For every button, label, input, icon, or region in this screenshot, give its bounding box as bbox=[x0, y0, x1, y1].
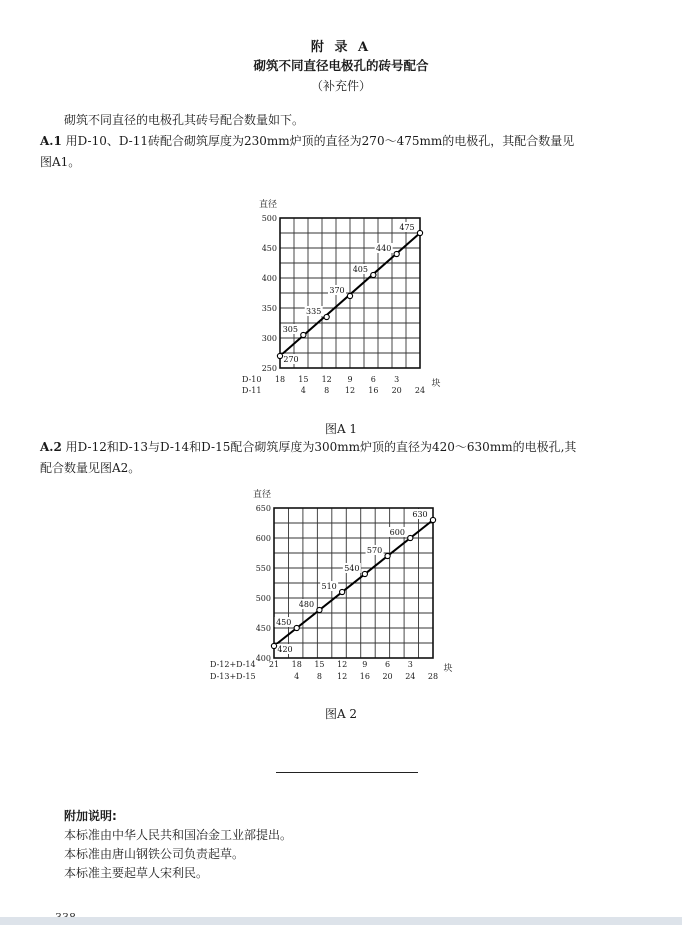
section-a1-text: 用D-10、D-11砖配合砌筑厚度为230mm炉顶的直径为270～475mm的电极孔，其配合数量见 bbox=[65, 134, 575, 148]
x-tick-label: 12 bbox=[344, 386, 356, 395]
data-point bbox=[408, 535, 413, 540]
data-label: 480 bbox=[298, 600, 315, 609]
unit-label: 块 bbox=[431, 379, 441, 389]
x-tick-label: 4 bbox=[300, 386, 306, 395]
data-label: 420 bbox=[277, 645, 293, 654]
section-a1-text-cont: 图A1。 bbox=[40, 155, 81, 169]
x-tick-label: 18 bbox=[291, 660, 302, 669]
x-tick-label: 6 bbox=[370, 375, 376, 384]
x-tick-label: 8 bbox=[324, 386, 330, 395]
notes-line: 本标准由唐山钢铁公司负责起草。 bbox=[64, 847, 245, 861]
data-point bbox=[362, 571, 367, 576]
x-tick-label: 21 bbox=[268, 660, 280, 669]
data-point bbox=[340, 589, 345, 594]
row-label: D-13+D-15 bbox=[210, 672, 256, 681]
y-tick-label: 650 bbox=[255, 504, 271, 513]
data-point bbox=[394, 251, 399, 256]
row-label: D-10 bbox=[242, 375, 262, 384]
x-tick-label: 3 bbox=[394, 375, 400, 384]
section-a2-text: 用D-12和D-13与D-14和D-15配合砌筑厚度为300mm炉顶的直径为420～630mm的电极孔,其 bbox=[65, 440, 577, 454]
data-point bbox=[385, 553, 390, 558]
section-a2-number: A.2 bbox=[40, 440, 62, 454]
y-tick-label: 450 bbox=[261, 244, 277, 253]
x-tick-label: 4 bbox=[294, 672, 300, 681]
y-tick-label: 250 bbox=[261, 364, 277, 373]
y-tick-label: 400 bbox=[261, 274, 277, 283]
data-label: 305 bbox=[282, 325, 298, 334]
x-tick-label: 20 bbox=[382, 672, 393, 681]
chart-a2 bbox=[210, 485, 460, 690]
data-point bbox=[294, 625, 299, 630]
data-label: 270 bbox=[283, 355, 299, 364]
divider-line bbox=[276, 772, 418, 773]
chart-a1-caption: 图A 1 bbox=[324, 422, 358, 436]
y-axis-label: 直径 bbox=[258, 200, 278, 210]
x-tick-label: 9 bbox=[347, 375, 353, 384]
data-label: 540 bbox=[344, 564, 360, 573]
y-tick-label: 450 bbox=[255, 624, 271, 633]
x-tick-label: 24 bbox=[414, 386, 426, 395]
data-label: 405 bbox=[352, 265, 368, 274]
data-point bbox=[324, 314, 329, 319]
data-label: 570 bbox=[366, 546, 383, 555]
chart-a1 bbox=[240, 195, 450, 410]
data-point bbox=[277, 353, 282, 358]
data-point bbox=[347, 293, 352, 298]
x-tick-label: 16 bbox=[368, 386, 379, 395]
data-label: 450 bbox=[276, 618, 292, 627]
data-label: 600 bbox=[389, 528, 405, 537]
page-title: 砌筑不同直径电极孔的砖号配合 bbox=[253, 58, 429, 73]
chart-a2-caption: 图A 2 bbox=[324, 707, 358, 721]
y-tick-label: 600 bbox=[255, 534, 271, 543]
y-tick-label: 550 bbox=[255, 564, 271, 573]
data-label: 475 bbox=[399, 223, 415, 232]
data-point bbox=[417, 230, 422, 235]
x-tick-label: 28 bbox=[427, 672, 439, 681]
data-label: 370 bbox=[329, 286, 345, 295]
appendix-heading: 附 录 A bbox=[310, 40, 372, 55]
y-tick-label: 500 bbox=[255, 594, 271, 603]
data-label: 630 bbox=[412, 510, 428, 519]
x-tick-label: 24 bbox=[405, 672, 416, 681]
section-a2-text-cont: 配合数量见图A2。 bbox=[40, 461, 141, 475]
intro-paragraph: 砌筑不同直径的电极孔其砖号配合数量如下。 bbox=[64, 113, 305, 127]
section-a2 bbox=[40, 437, 670, 458]
x-tick-label: 9 bbox=[362, 660, 368, 669]
appendix-note: （补充件） bbox=[310, 79, 371, 93]
unit-label: 块 bbox=[443, 664, 453, 674]
data-point bbox=[430, 517, 435, 522]
y-tick-label: 400 bbox=[255, 654, 271, 663]
y-tick-label: 300 bbox=[261, 334, 277, 343]
data-point bbox=[371, 272, 376, 277]
x-tick-label: 6 bbox=[385, 660, 391, 669]
x-tick-label: 8 bbox=[316, 672, 322, 681]
y-tick-label: 350 bbox=[261, 304, 277, 313]
x-tick-label: 12 bbox=[321, 375, 332, 384]
x-tick-label: 15 bbox=[298, 375, 309, 384]
row-label: D-11 bbox=[242, 386, 262, 395]
x-tick-label: 16 bbox=[359, 672, 370, 681]
notes-heading: 附加说明: bbox=[64, 809, 117, 823]
additional-notes bbox=[64, 807, 292, 883]
x-tick-label: 12 bbox=[337, 672, 348, 681]
x-tick-label: 20 bbox=[391, 386, 402, 395]
data-point bbox=[301, 332, 306, 337]
row-label: D-12+D-14 bbox=[210, 660, 256, 669]
x-tick-label: 18 bbox=[274, 375, 286, 384]
y-axis-label: 直径 bbox=[252, 490, 272, 500]
section-a1-number: A.1 bbox=[40, 134, 62, 148]
x-tick-label: 12 bbox=[337, 660, 348, 669]
data-label: 440 bbox=[376, 244, 392, 253]
x-tick-label: 15 bbox=[314, 660, 325, 669]
data-label: 510 bbox=[321, 582, 337, 591]
data-label: 335 bbox=[306, 307, 322, 316]
data-point bbox=[317, 607, 322, 612]
notes-line: 本标准由中华人民共和国冶金工业部提出。 bbox=[64, 828, 293, 842]
notes-line: 本标准主要起草人宋利民。 bbox=[64, 866, 209, 880]
x-tick-label: 3 bbox=[407, 660, 413, 669]
data-point bbox=[271, 643, 276, 648]
footer-bar bbox=[0, 917, 682, 925]
y-tick-label: 500 bbox=[261, 214, 277, 223]
section-a1 bbox=[40, 131, 670, 152]
